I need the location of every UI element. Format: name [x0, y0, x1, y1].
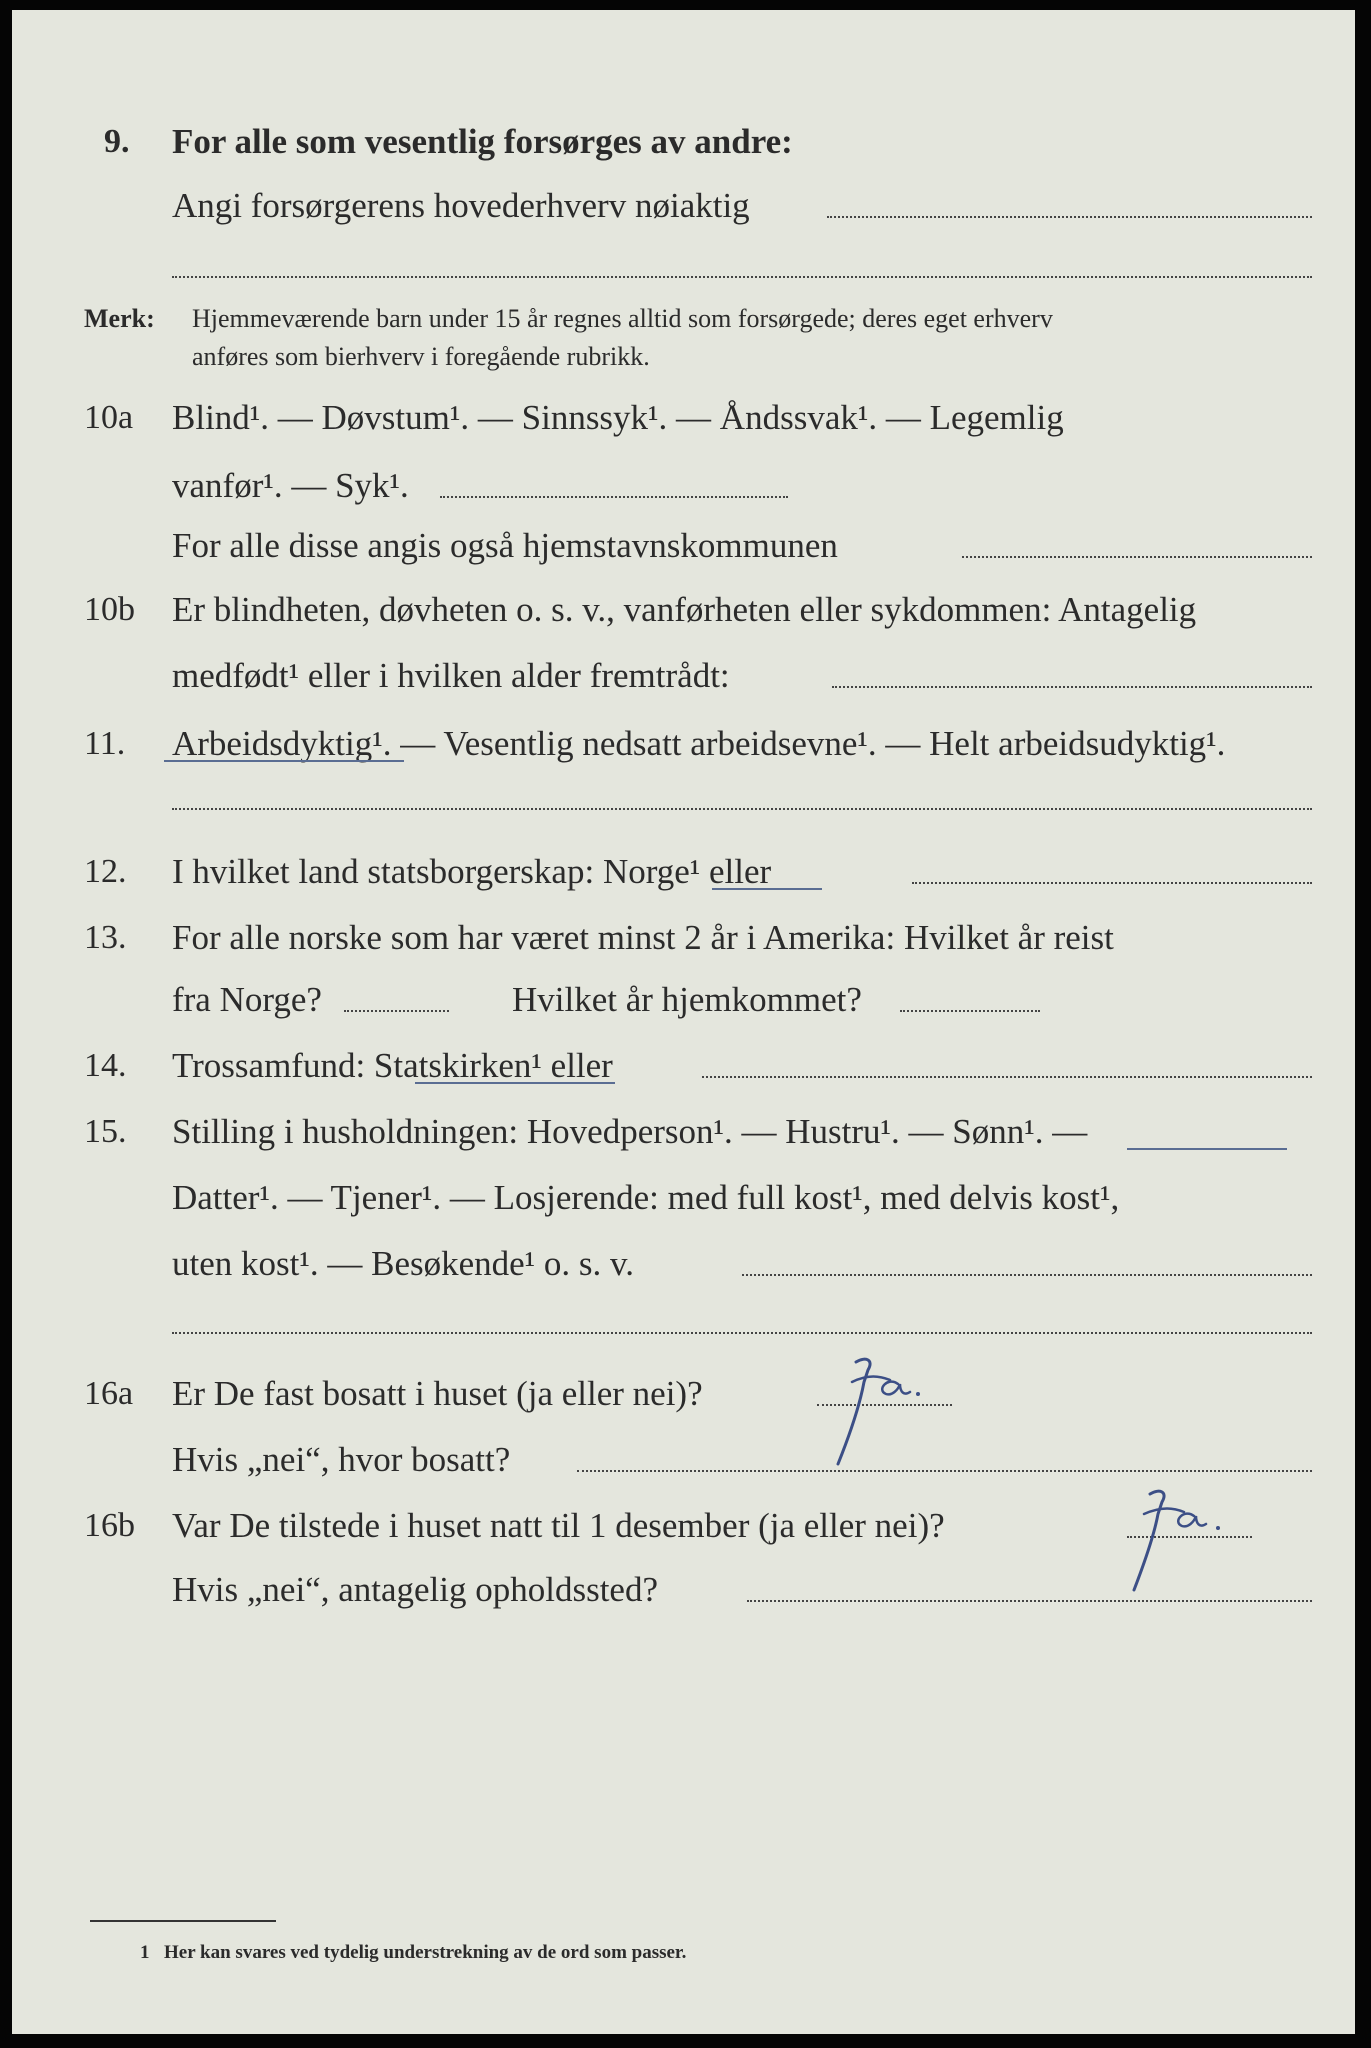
q9-answer-line-2[interactable] [172, 276, 1312, 278]
q10b-number: 10b [84, 591, 135, 628]
q12-line1: I hvilket land statsborgerskap: Norge¹ eller [172, 852, 772, 891]
q15-line3: uten kost¹. — Besøkende¹ o. s. v. [172, 1244, 635, 1283]
q14-answer-line[interactable] [702, 1076, 1312, 1078]
q9-answer-line[interactable] [827, 216, 1312, 218]
q12-norge-underline [712, 888, 822, 890]
merk-label: Merk: [84, 304, 155, 333]
merk-line1: Hjemmeværende barn under 15 år regnes alltid som forsørgede; deres eget erhverv [192, 304, 1053, 333]
q16a-line1: Er De fast bosatt i huset (ja eller nei)? [172, 1374, 703, 1413]
q16b-handwritten-answer [1110, 1486, 1250, 1611]
q16b-number: 16b [84, 1507, 135, 1544]
q16b-line1: Var De tilstede i huset natt til 1 desember (ja eller nei)? [172, 1506, 945, 1545]
q10a-line1: Blind¹. — Døvstum¹. — Sinnssyk¹. — Åndssvak¹. — Legemlig [172, 398, 1064, 437]
q9-line2: Angi forsørgerens hovederhverv nøiaktig [172, 186, 750, 225]
q10a-line3: For alle disse angis også hjemstavnskommunen [172, 526, 838, 565]
q11-arbeidsdyktig-underline [164, 760, 404, 762]
q15-line1: Stilling i husholdningen: Hovedperson¹. — Hustru¹. — Sønn¹. — [172, 1112, 1088, 1151]
q11-number: 11. [84, 725, 126, 762]
q14-line1: Trossamfund: Statskirken¹ eller [172, 1046, 613, 1085]
q10a-hjemstavn-line[interactable] [962, 556, 1312, 558]
census-form-page [12, 10, 1355, 2034]
q10b-line2: medfødt¹ eller i hvilken alder fremtrådt: [172, 656, 730, 695]
q11-answer-line[interactable] [172, 808, 1312, 810]
q14-statskirken-underline [415, 1082, 615, 1084]
footnote-rule [90, 1920, 276, 1922]
q16b-line2: Hvis „nei“, antagelig opholdssted? [172, 1570, 658, 1609]
q15-answer-line-2[interactable] [172, 1332, 1312, 1334]
q9-number: 9. [104, 123, 130, 160]
q14-number: 14. [84, 1047, 127, 1084]
q12-number: 12. [84, 853, 127, 890]
q10b-line1: Er blindheten, døvheten o. s. v., vanførheten eller sykdommen: Antagelig [172, 590, 1197, 629]
q11-line1: Arbeidsdyktig¹. — Vesentlig nedsatt arbeidsevne¹. — Helt arbeidsudyktig¹. [172, 724, 1226, 763]
q16b-opholdssted-line[interactable] [747, 1600, 1312, 1602]
q13-line2b: Hvilket år hjemkommet? [512, 980, 862, 1019]
q10b-answer-line[interactable] [832, 686, 1312, 688]
q16a-handwritten-answer [820, 1354, 950, 1479]
q13-hjemkommet-line[interactable] [900, 1010, 1040, 1012]
q13-reist-line[interactable] [344, 1010, 449, 1012]
q15-sonn-underline [1127, 1148, 1287, 1150]
q15-line2: Datter¹. — Tjener¹. — Losjerende: med full kost¹, med delvis kost¹, [172, 1178, 1120, 1217]
q10a-number: 10a [84, 399, 134, 436]
footnote-text: Her kan svares ved tydelig understrekning av de ord som passer. [164, 1942, 687, 1963]
q13-line1: For alle norske som har været minst 2 år i Amerika: Hvilket år reist [172, 918, 1114, 957]
footnote-mark: 1 [140, 1942, 150, 1963]
q9-line1: For alle som vesentlig forsørges av andre: [172, 122, 793, 161]
q16a-number: 16a [84, 1375, 134, 1412]
q13-number: 13. [84, 919, 127, 956]
merk-line2: anføres som bierhverv i foregående rubrikk. [192, 342, 650, 371]
q15-answer-line[interactable] [742, 1274, 1312, 1276]
q12-answer-line[interactable] [912, 882, 1312, 884]
q13-line2a: fra Norge? [172, 980, 322, 1019]
q16a-line2: Hvis „nei“, hvor bosatt? [172, 1440, 511, 1479]
q10a-line2: vanfør¹. — Syk¹. [172, 466, 409, 505]
q16a-bosatt-line[interactable] [577, 1470, 1312, 1472]
q15-number: 15. [84, 1113, 127, 1150]
q10a-syk-line[interactable] [440, 496, 788, 498]
